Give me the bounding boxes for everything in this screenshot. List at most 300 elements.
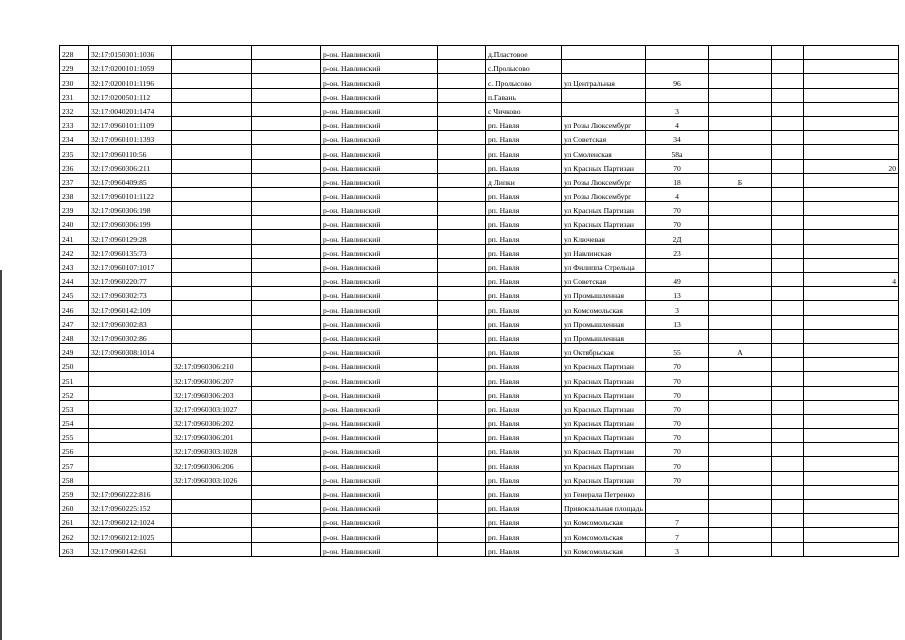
house-number	[645, 60, 708, 74]
apartment-number	[803, 173, 898, 187]
blank-cell	[438, 46, 486, 60]
street-name: ул Комсомольская	[562, 528, 646, 542]
blank-cell	[438, 74, 486, 88]
blank-cell	[438, 102, 486, 116]
blank-cell	[252, 542, 321, 556]
street-name: ул Советская	[562, 273, 646, 287]
row-number: 247	[60, 315, 89, 329]
cadastral-number-alt: 32:17:0960306:201	[172, 429, 252, 443]
blank-cell	[438, 202, 486, 216]
building-letter: А	[708, 343, 771, 357]
building-letter	[708, 414, 771, 428]
blank-cell	[438, 528, 486, 542]
row-number: 244	[60, 273, 89, 287]
apartment-number	[803, 145, 898, 159]
building-letter	[708, 60, 771, 74]
table-row	[60, 358, 899, 372]
cadastral-number-alt: 32:17:0960306:210	[172, 358, 252, 372]
blank-cell	[771, 159, 803, 173]
blank-cell	[252, 273, 321, 287]
row-number: 246	[60, 301, 89, 315]
building-letter	[708, 230, 771, 244]
apartment-number	[803, 443, 898, 457]
street-name: ул Генерала Петренко	[562, 485, 646, 499]
cadastral-number: 32:17:0040201:1474	[89, 102, 172, 116]
settlement-name: рп. Навля	[486, 400, 562, 414]
apartment-number: 20	[803, 159, 898, 173]
district-name: р-он. Навлинский	[321, 74, 438, 88]
blank-cell	[438, 358, 486, 372]
settlement-name: рп. Навля	[486, 457, 562, 471]
blank-cell	[252, 60, 321, 74]
house-number: 23	[645, 244, 708, 258]
blank-cell	[438, 88, 486, 102]
row-number: 241	[60, 230, 89, 244]
settlement-name: рп. Навля	[486, 343, 562, 357]
building-letter	[708, 457, 771, 471]
street-name: ул Красных Партизан	[562, 471, 646, 485]
cadastral-number: 32:17:0200101:1196	[89, 74, 172, 88]
blank-cell	[252, 414, 321, 428]
blank-cell	[438, 329, 486, 343]
house-number: 2Д	[645, 230, 708, 244]
building-letter	[708, 244, 771, 258]
blank-cell	[771, 46, 803, 60]
blank-cell	[252, 443, 321, 457]
blank-cell	[252, 74, 321, 88]
table-row	[60, 116, 899, 130]
apartment-number	[803, 386, 898, 400]
blank-cell	[438, 230, 486, 244]
blank-cell	[771, 485, 803, 499]
blank-cell	[771, 457, 803, 471]
table-row	[60, 443, 899, 457]
blank-cell	[252, 116, 321, 130]
settlement-name: рп. Навля	[486, 287, 562, 301]
cadastral-number-alt	[172, 145, 252, 159]
row-number: 242	[60, 244, 89, 258]
settlement-name: рп. Навля	[486, 131, 562, 145]
district-name: р-он. Навлинский	[321, 187, 438, 201]
settlement-name: рп. Навля	[486, 187, 562, 201]
settlement-name: рп. Навля	[486, 528, 562, 542]
district-name: р-он. Навлинский	[321, 457, 438, 471]
cadastral-number-alt	[172, 159, 252, 173]
apartment-number	[803, 400, 898, 414]
building-letter	[708, 500, 771, 514]
table-row	[60, 471, 899, 485]
table-body	[60, 46, 899, 557]
house-number	[645, 46, 708, 60]
district-name: р-он. Навлинский	[321, 429, 438, 443]
table-row	[60, 287, 899, 301]
district-name: р-он. Навлинский	[321, 173, 438, 187]
table-row	[60, 500, 899, 514]
blank-cell	[771, 244, 803, 258]
building-letter	[708, 372, 771, 386]
cadastral-number-alt: 32:17:0960303:1026	[172, 471, 252, 485]
row-number: 262	[60, 528, 89, 542]
building-letter: Б	[708, 173, 771, 187]
apartment-number	[803, 414, 898, 428]
blank-cell	[771, 287, 803, 301]
house-number: 70	[645, 372, 708, 386]
blank-cell	[252, 485, 321, 499]
row-number: 238	[60, 187, 89, 201]
settlement-name: с.Пролысово	[486, 60, 562, 74]
apartment-number	[803, 60, 898, 74]
house-number: 3	[645, 102, 708, 116]
house-number: 70	[645, 216, 708, 230]
row-number: 251	[60, 372, 89, 386]
settlement-name: рп. Навля	[486, 429, 562, 443]
cadastral-number: 32:17:0960308:1014	[89, 343, 172, 357]
cadastral-number: 32:17:0960212:1024	[89, 514, 172, 528]
table-row	[60, 301, 899, 315]
row-number: 231	[60, 88, 89, 102]
house-number	[645, 500, 708, 514]
blank-cell	[771, 471, 803, 485]
cadastral-number: 32:17:0960306:211	[89, 159, 172, 173]
blank-cell	[771, 74, 803, 88]
table-row	[60, 173, 899, 187]
cadastral-number: 32:17:0960142:61	[89, 542, 172, 556]
apartment-number	[803, 315, 898, 329]
district-name: р-он. Навлинский	[321, 343, 438, 357]
district-name: р-он. Навлинский	[321, 131, 438, 145]
blank-cell	[438, 60, 486, 74]
settlement-name: п.Гавань	[486, 88, 562, 102]
blank-cell	[252, 528, 321, 542]
blank-cell	[771, 329, 803, 343]
table-row	[60, 514, 899, 528]
building-letter	[708, 88, 771, 102]
district-name: р-он. Навлинский	[321, 230, 438, 244]
apartment-number: 4	[803, 273, 898, 287]
house-number: 13	[645, 315, 708, 329]
blank-cell	[771, 145, 803, 159]
row-number: 248	[60, 329, 89, 343]
cadastral-number-alt	[172, 514, 252, 528]
table-row	[60, 386, 899, 400]
cadastral-number-alt: 32:17:0960303:1028	[172, 443, 252, 457]
street-name: ул Красных Партизан	[562, 414, 646, 428]
street-name: ул Комсомольская	[562, 301, 646, 315]
cadastral-number	[89, 443, 172, 457]
cadastral-number: 32:17:0960409:85	[89, 173, 172, 187]
cadastral-number-alt	[172, 258, 252, 272]
street-name: ул Красных Партизан	[562, 216, 646, 230]
cadastral-number: 32:17:0960302:73	[89, 287, 172, 301]
blank-cell	[438, 457, 486, 471]
blank-cell	[771, 414, 803, 428]
blank-cell	[438, 514, 486, 528]
blank-cell	[252, 102, 321, 116]
table-row	[60, 528, 899, 542]
row-number: 258	[60, 471, 89, 485]
street-name: ул Промышленная	[562, 287, 646, 301]
table-row	[60, 273, 899, 287]
blank-cell	[771, 230, 803, 244]
blank-cell	[438, 542, 486, 556]
blank-cell	[252, 216, 321, 230]
house-number: 70	[645, 400, 708, 414]
blank-cell	[252, 386, 321, 400]
apartment-number	[803, 230, 898, 244]
cadastral-number-alt	[172, 329, 252, 343]
blank-cell	[252, 258, 321, 272]
street-name: ул Советская	[562, 131, 646, 145]
building-letter	[708, 187, 771, 201]
blank-cell	[771, 131, 803, 145]
row-number: 254	[60, 414, 89, 428]
street-name: ул Красных Партизан	[562, 386, 646, 400]
cadastral-number	[89, 372, 172, 386]
building-letter	[708, 145, 771, 159]
cadastral-number: 32:17:0960212:1025	[89, 528, 172, 542]
row-number: 250	[60, 358, 89, 372]
cadastral-number: 32:17:0960306:199	[89, 216, 172, 230]
cadastral-number-alt	[172, 60, 252, 74]
house-number: 70	[645, 159, 708, 173]
settlement-name: рп. Навля	[486, 500, 562, 514]
table-row	[60, 88, 899, 102]
settlement-name: с. Пролысово	[486, 74, 562, 88]
blank-cell	[438, 386, 486, 400]
blank-cell	[252, 145, 321, 159]
table-row	[60, 187, 899, 201]
row-number: 237	[60, 173, 89, 187]
street-name: ул Розы Люксембург	[562, 173, 646, 187]
cadastral-number-alt	[172, 528, 252, 542]
table-row	[60, 315, 899, 329]
apartment-number	[803, 358, 898, 372]
street-name	[562, 46, 646, 60]
blank-cell	[252, 230, 321, 244]
blank-cell	[438, 145, 486, 159]
blank-cell	[438, 287, 486, 301]
apartment-number	[803, 216, 898, 230]
apartment-number	[803, 187, 898, 201]
cadastral-number	[89, 400, 172, 414]
street-name: ул Ключевая	[562, 230, 646, 244]
blank-cell	[771, 187, 803, 201]
building-letter	[708, 386, 771, 400]
cadastral-number-alt	[172, 74, 252, 88]
cadastral-number-alt	[172, 500, 252, 514]
street-name: ул Промышленная	[562, 329, 646, 343]
blank-cell	[252, 429, 321, 443]
cadastral-number: 32:17:0960302:83	[89, 315, 172, 329]
row-number: 233	[60, 116, 89, 130]
cadastral-number-alt: 32:17:0960306:202	[172, 414, 252, 428]
district-name: р-он. Навлинский	[321, 358, 438, 372]
table-row	[60, 329, 899, 343]
cadastral-number-alt	[172, 542, 252, 556]
building-letter	[708, 400, 771, 414]
settlement-name: рп. Навля	[486, 485, 562, 499]
blank-cell	[252, 187, 321, 201]
settlement-name: рп. Навля	[486, 145, 562, 159]
settlement-name: рп. Навля	[486, 514, 562, 528]
row-number: 232	[60, 102, 89, 116]
cadastral-number: 32:17:0960222:816	[89, 485, 172, 499]
house-number: 58а	[645, 145, 708, 159]
blank-cell	[771, 443, 803, 457]
blank-cell	[438, 216, 486, 230]
house-number: 3	[645, 542, 708, 556]
building-letter	[708, 287, 771, 301]
house-number: 70	[645, 386, 708, 400]
table-row	[60, 60, 899, 74]
property-registry-table	[59, 45, 899, 557]
cadastral-number-alt: 32:17:0960306:203	[172, 386, 252, 400]
cadastral-number: 32:17:0960129:28	[89, 230, 172, 244]
house-number	[645, 329, 708, 343]
settlement-name: рп. Навля	[486, 216, 562, 230]
house-number	[645, 258, 708, 272]
table-row	[60, 429, 899, 443]
street-name: ул Красных Партизан	[562, 400, 646, 414]
district-name: р-он. Навлинский	[321, 386, 438, 400]
blank-cell	[252, 329, 321, 343]
table-row	[60, 457, 899, 471]
district-name: р-он. Навлинский	[321, 500, 438, 514]
cadastral-number-alt	[172, 230, 252, 244]
row-number: 236	[60, 159, 89, 173]
blank-cell	[252, 159, 321, 173]
cadastral-number-alt	[172, 273, 252, 287]
district-name: р-он. Навлинский	[321, 414, 438, 428]
cadastral-number-alt	[172, 485, 252, 499]
house-number: 70	[645, 443, 708, 457]
blank-cell	[438, 301, 486, 315]
cadastral-number-alt	[172, 287, 252, 301]
apartment-number	[803, 542, 898, 556]
blank-cell	[438, 485, 486, 499]
apartment-number	[803, 343, 898, 357]
building-letter	[708, 116, 771, 130]
settlement-name: рп. Навля	[486, 202, 562, 216]
row-number: 240	[60, 216, 89, 230]
settlement-name: рп. Навля	[486, 258, 562, 272]
blank-cell	[252, 131, 321, 145]
row-number: 256	[60, 443, 89, 457]
blank-cell	[252, 202, 321, 216]
row-number: 234	[60, 131, 89, 145]
district-name: р-он. Навлинский	[321, 60, 438, 74]
building-letter	[708, 159, 771, 173]
district-name: р-он. Навлинский	[321, 315, 438, 329]
building-letter	[708, 202, 771, 216]
house-number: 70	[645, 202, 708, 216]
blank-cell	[771, 301, 803, 315]
table-row	[60, 145, 899, 159]
district-name: р-он. Навлинский	[321, 372, 438, 386]
blank-cell	[771, 173, 803, 187]
blank-cell	[771, 216, 803, 230]
blank-cell	[252, 471, 321, 485]
blank-cell	[438, 173, 486, 187]
cadastral-number-alt	[172, 131, 252, 145]
street-name	[562, 88, 646, 102]
district-name: р-он. Навлинский	[321, 485, 438, 499]
cadastral-number: 32:17:0960225:152	[89, 500, 172, 514]
row-number: 255	[60, 429, 89, 443]
blank-cell	[771, 500, 803, 514]
blank-cell	[438, 315, 486, 329]
cadastral-number-alt: 32:17:0960306:206	[172, 457, 252, 471]
cadastral-number-alt	[172, 343, 252, 357]
blank-cell	[771, 528, 803, 542]
blank-cell	[438, 273, 486, 287]
row-number: 230	[60, 74, 89, 88]
blank-cell	[771, 315, 803, 329]
cadastral-number-alt	[172, 46, 252, 60]
cadastral-number-alt	[172, 216, 252, 230]
district-name: р-он. Навлинский	[321, 329, 438, 343]
apartment-number	[803, 74, 898, 88]
blank-cell	[252, 358, 321, 372]
apartment-number	[803, 429, 898, 443]
district-name: р-он. Навлинский	[321, 216, 438, 230]
house-number: 7	[645, 528, 708, 542]
row-number: 243	[60, 258, 89, 272]
street-name: ул Красных Партизан	[562, 159, 646, 173]
table-row	[60, 343, 899, 357]
table-row	[60, 230, 899, 244]
blank-cell	[252, 400, 321, 414]
cadastral-number	[89, 457, 172, 471]
street-name: Привокзальная площадь	[562, 500, 646, 514]
table-row	[60, 74, 899, 88]
house-number: 13	[645, 287, 708, 301]
cadastral-number: 32:17:0150301:1036	[89, 46, 172, 60]
apartment-number	[803, 258, 898, 272]
cadastral-number-alt	[172, 88, 252, 102]
building-letter	[708, 102, 771, 116]
settlement-name: рп. Навля	[486, 159, 562, 173]
blank-cell	[252, 301, 321, 315]
row-number: 239	[60, 202, 89, 216]
blank-cell	[252, 287, 321, 301]
district-name: р-он. Навлинский	[321, 258, 438, 272]
house-number: 55	[645, 343, 708, 357]
blank-cell	[771, 358, 803, 372]
apartment-number	[803, 329, 898, 343]
street-name: ул Красных Партизан	[562, 443, 646, 457]
district-name: р-он. Навлинский	[321, 471, 438, 485]
blank-cell	[771, 343, 803, 357]
blank-cell	[438, 429, 486, 443]
street-name: ул Розы Люксембург	[562, 187, 646, 201]
settlement-name: рп. Навля	[486, 471, 562, 485]
settlement-name: рп. Навля	[486, 230, 562, 244]
settlement-name: рп. Навля	[486, 273, 562, 287]
street-name: ул Комсомольская	[562, 542, 646, 556]
cadastral-number	[89, 358, 172, 372]
blank-cell	[252, 372, 321, 386]
blank-cell	[771, 542, 803, 556]
table-row	[60, 159, 899, 173]
street-name: ул Комсомольская	[562, 514, 646, 528]
street-name: ул Филиппа Стрельца	[562, 258, 646, 272]
street-name	[562, 60, 646, 74]
blank-cell	[252, 315, 321, 329]
building-letter	[708, 74, 771, 88]
row-number: 261	[60, 514, 89, 528]
blank-cell	[771, 258, 803, 272]
